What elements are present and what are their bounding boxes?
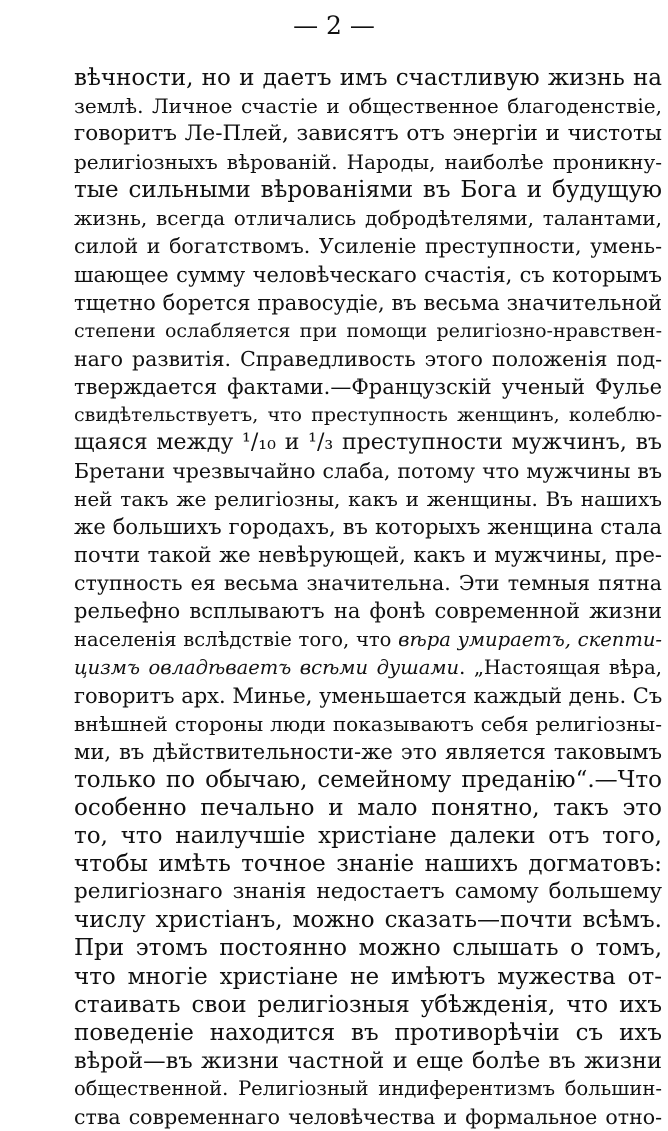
text-line: степени ослабляется при помощи религіозно-нравствен- [74, 319, 662, 342]
text-line: общественной. Религіозный индиферентизмъ большин- [74, 1076, 662, 1100]
text-line: щаяся между ¹/₁₀ и ¹/₃ преступности мужчинъ, въ [74, 430, 662, 456]
text-line: тверждается фактами.—Французскій ученый Фульe [74, 374, 662, 399]
text-line: При этомъ постоянно можно слышать о томъ, [74, 935, 662, 962]
text-line: ней такъ же религіозны, какъ и женщины. Въ нашихъ [74, 487, 662, 512]
text-line: жизнь, всегда отличались добродѣтелями, талантами, [74, 206, 662, 231]
text-body [74, 64, 662, 1131]
text-line: особенно печально и мало понятно, такъ это [74, 795, 662, 822]
text-line: населенія вслѣдствіе того, что вѣра умираетъ, скепти- [74, 627, 662, 651]
page-number: — 2 — [293, 11, 375, 40]
text-line: наго развитія. Справедливость этого положенія под- [74, 346, 662, 371]
text-line: то, что наилучшіе христіане далеки отъ того, [74, 823, 662, 850]
text-line: религіозныхъ вѣрованій. Народы, наиболѣе проникну- [74, 150, 662, 175]
text-line: Бретани чрезвычайно слаба, потому что мужчины въ [74, 459, 662, 484]
text-line: поведеніе находится въ противорѣчіи съ ихъ [74, 1019, 662, 1046]
italic-quote: вѣра умираетъ, скепти- [398, 627, 662, 651]
text-line: же большихъ городахъ, въ которыхъ женщина стала [74, 515, 662, 540]
text-line: говоритъ Ле-Плей, зависятъ отъ энергіи и чистоты [74, 121, 662, 147]
text-line: числу христіанъ, можно сказать—почти всѣмъ. [74, 907, 662, 934]
text-line: тые сильными вѣрованіями въ Бога и будущую [74, 177, 662, 204]
text-line: свидѣтельствуетъ, что преступность женщинъ, колеблю- [74, 403, 662, 426]
text-line: стаивать свои религіозныя убѣжденія, что ихъ [74, 991, 662, 1018]
text-line: вѣчности, но и даетъ имъ счастливую жизнь на [74, 65, 662, 91]
text-line: почти такой же невѣрующей, какъ и мужчины, пре- [74, 543, 662, 568]
text-line: ступность ея весьма значительна. Эти темныя пятна [74, 571, 662, 596]
italic-quote: цизмъ овладѣваетъ всѣми душами [74, 655, 460, 679]
text-line: говоритъ арх. Минье, уменьшается каждый день. Съ [74, 683, 662, 708]
text-line: что многіе христіане не имѣютъ мужества от- [74, 963, 662, 990]
text-line: религіознаго знанія недостаетъ самому большему [74, 879, 662, 905]
text-line: тщетно борется правосудіе, въ весьма значительной [74, 290, 662, 315]
text-line: рельефно всплываютъ на фонѣ современной жизни [74, 599, 662, 624]
text-line: силой и богатствомъ. Усиленіе преступности, умень- [74, 234, 662, 259]
text-line: шающее сумму человѣческаго счастія, съ которымъ [74, 262, 662, 287]
text-line: ства современнаго человѣчества и формальное отно- [74, 1104, 662, 1129]
text-line: цизмъ овладѣваетъ всѣми душами. „Настоящая вѣра, [74, 655, 662, 679]
text-line: ми, въ дѣйствительности-же это является таковымъ [74, 739, 662, 764]
text-line: только по обычаю, семейному преданію“.—Что [74, 766, 662, 793]
text-line: чтобы имѣть точное знаніе нашихъ догматовъ: [74, 851, 662, 878]
text-line: внѣшней стороны люди показываютъ себя религіозны- [74, 711, 662, 736]
text-line: землѣ. Личное счастіе и общественное благоденствіе, [74, 94, 662, 119]
text-line: вѣрой—въ жизни частной и еще болѣе въ жизни [74, 1047, 662, 1074]
